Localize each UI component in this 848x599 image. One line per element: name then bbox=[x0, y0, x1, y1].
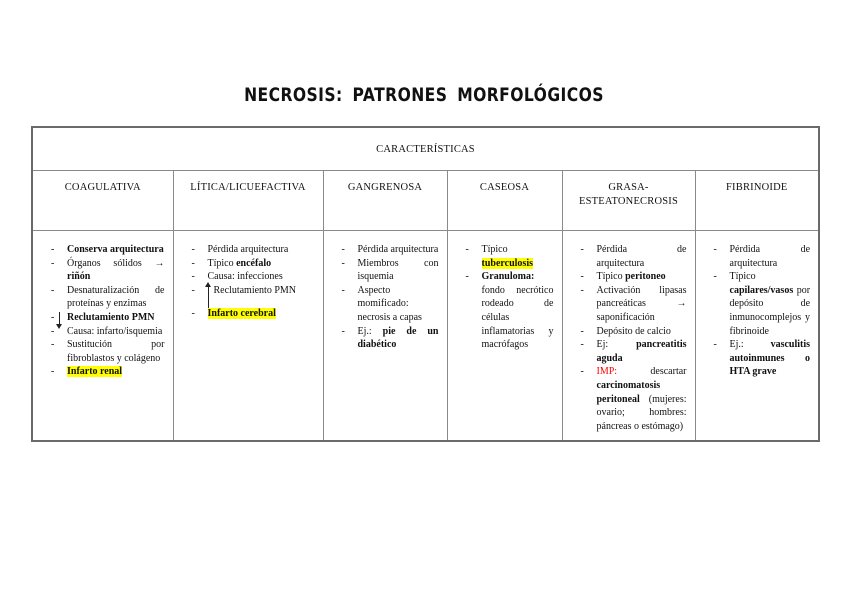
header-caracteristicas: CARACTERÍSTICAS bbox=[32, 127, 819, 171]
down-arrow-icon bbox=[59, 312, 60, 325]
column-header-litica: LÍTICA/LICUEFACTIVA bbox=[173, 171, 323, 231]
list-item: - Sustitución por fibroblastos y colágeno bbox=[39, 338, 165, 365]
list-item: - Reclutamiento PMN bbox=[180, 284, 315, 298]
column-header-coagulativa: COAGULATIVA bbox=[32, 171, 173, 231]
list-item bbox=[39, 365, 165, 379]
highlight: tuberculosis bbox=[481, 257, 533, 269]
list-item: - Miembros con isquemia bbox=[330, 257, 439, 284]
list-item: - Pérdida de arquitectura bbox=[702, 243, 811, 270]
list-item: - Típico peritoneo bbox=[569, 270, 687, 284]
list-item: - IMP: descartar carcinomatosis peritoneal (mujeres: ovario; hombres: páncreas o estómago) bbox=[569, 365, 687, 433]
title-word: MORFOLÓGICOS bbox=[457, 84, 604, 106]
list-item: - Desnaturalización de proteínas y enzimas bbox=[39, 284, 165, 311]
list-item: - Típico encéfalo bbox=[180, 257, 315, 271]
header-line: ESTEATONECROSIS bbox=[578, 196, 679, 207]
cell-caseosa bbox=[447, 231, 562, 442]
cell-coagulativa bbox=[32, 231, 173, 442]
page-title bbox=[76, 84, 771, 106]
list-item: - Ej.: vasculitis autoinmunes o HTA grave bbox=[702, 338, 811, 379]
list-item: - Órganos sólidos → riñón bbox=[39, 257, 165, 284]
list-item: - Ej.: pie de un diabético bbox=[330, 325, 439, 352]
list-item: - Conserva arquitectura bbox=[39, 243, 165, 257]
list-item: - Aspecto momificado: necrosis a capas bbox=[330, 284, 439, 325]
list-item: - Típico tuberculosis bbox=[454, 243, 554, 270]
list-item: - Depósito de calcio bbox=[569, 325, 687, 339]
list-item bbox=[180, 307, 315, 321]
highlight: Infarto renal bbox=[67, 366, 123, 378]
necrosis-table bbox=[31, 126, 820, 442]
imp-label: IMP: bbox=[596, 366, 618, 378]
list-item: - Ej: pancreatitis aguda bbox=[569, 338, 687, 365]
title-word: PATRONES bbox=[352, 84, 448, 106]
list-item: - Típico capilares/vasos por depósito de inmunocomplejos y fibrinoide bbox=[702, 270, 811, 338]
column-header-gangrenosa: GANGRENOSA bbox=[323, 171, 447, 231]
list-item: - Causa: infecciones bbox=[180, 270, 315, 284]
cell-gangrenosa bbox=[323, 231, 447, 442]
cell-litica bbox=[173, 231, 323, 442]
header-line: GRASA- bbox=[608, 182, 649, 193]
list-item: - Activación lipasas pancreáticas → saponificación bbox=[569, 284, 687, 325]
list-item: - Pérdida arquitectura bbox=[330, 243, 439, 257]
cell-fibrinoide bbox=[695, 231, 819, 442]
highlight: Infarto cerebral bbox=[207, 308, 276, 320]
list-item: - Granuloma: fondo necrótico rodeado de células inflamatorias y macrófagos bbox=[454, 270, 554, 352]
list-item: - Pérdida de arquitectura bbox=[569, 243, 687, 270]
column-header-fibrinoide: FIBRINOIDE bbox=[695, 171, 819, 231]
title-word: NECROSIS: bbox=[244, 84, 343, 106]
list-item: - Causa: infarto/isquemia bbox=[39, 325, 165, 339]
spacer bbox=[180, 297, 315, 307]
column-header-caseosa: CASEOSA bbox=[447, 171, 562, 231]
list-item: - Reclutamiento PMN bbox=[39, 311, 165, 325]
list-item: - Pérdida arquitectura bbox=[180, 243, 315, 257]
cell-grasa bbox=[562, 231, 695, 442]
column-header-grasa bbox=[562, 171, 695, 231]
